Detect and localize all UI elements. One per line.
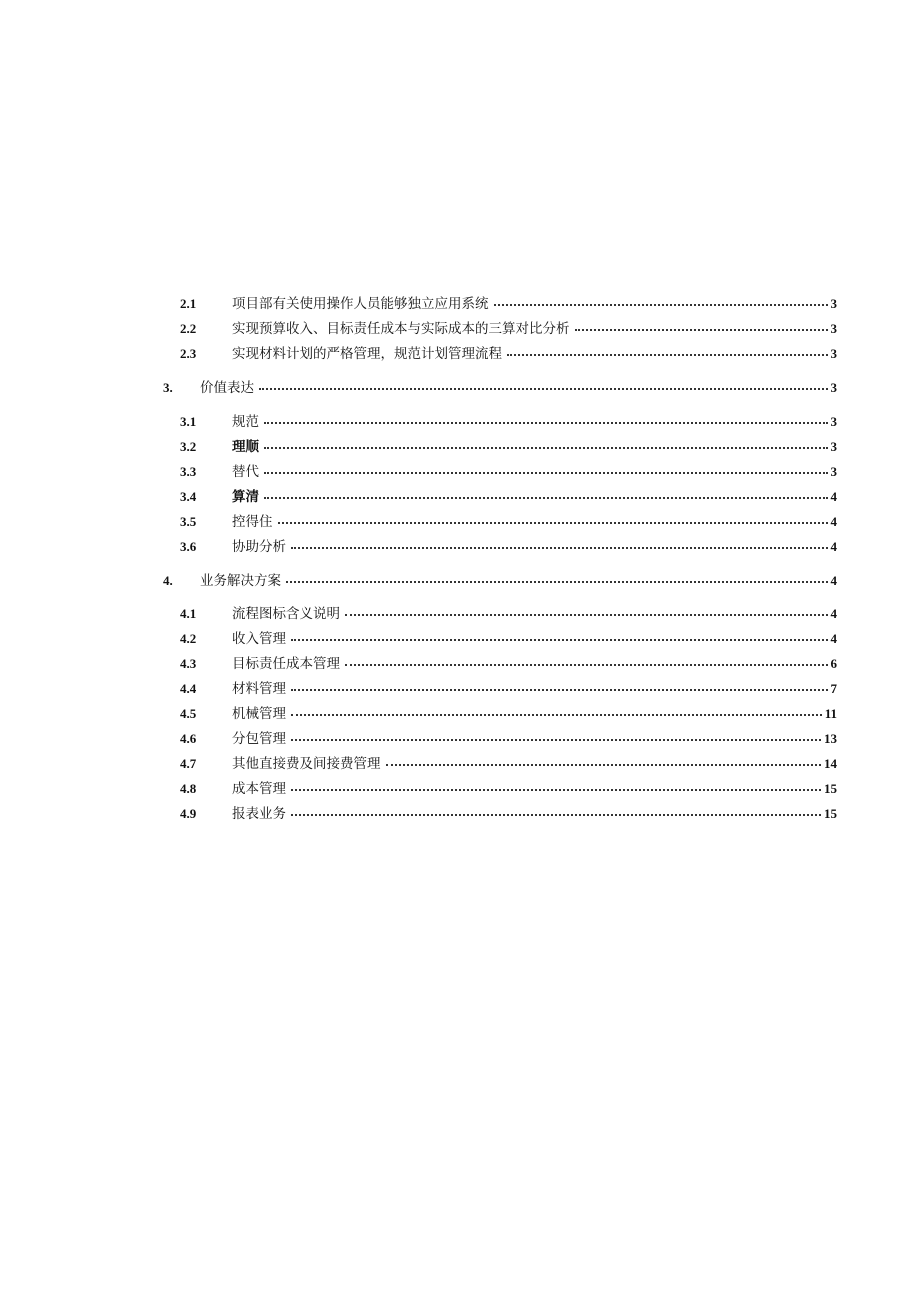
toc-entry-4-9[interactable] — [180, 798, 837, 822]
toc-page-number: 6 — [830, 656, 837, 671]
dot-leader — [286, 581, 828, 583]
dot-leader — [278, 522, 828, 524]
dot-leader — [291, 789, 821, 791]
toc-number: 4.5 — [180, 706, 197, 721]
toc-title: 机械管理 — [232, 706, 286, 722]
toc-page-number: 3 — [830, 380, 837, 395]
dot-leader — [264, 447, 828, 449]
toc-number: 2.1 — [180, 296, 197, 311]
toc-entry-2-2[interactable] — [180, 313, 837, 337]
toc-number: 4.8 — [180, 781, 197, 796]
dot-leader — [386, 764, 822, 766]
toc-page-number: 4 — [830, 573, 837, 588]
toc-title: 替代 — [232, 464, 259, 480]
toc-page-number: 15 — [824, 806, 837, 821]
toc-number: 4.3 — [180, 656, 197, 671]
toc-title: 成本管理 — [232, 781, 286, 797]
toc-title: 分包管理 — [232, 731, 286, 747]
toc-page-number: 4 — [830, 631, 837, 646]
toc-number: 2.3 — [180, 346, 197, 361]
toc-entry-4-4[interactable] — [180, 673, 837, 697]
toc-page-number: 14 — [824, 756, 837, 771]
toc-entry-2-1[interactable] — [180, 288, 837, 312]
toc-page-number: 4 — [830, 606, 837, 621]
dot-leader — [507, 354, 828, 356]
toc-number: 2.2 — [180, 321, 197, 336]
dot-leader — [575, 329, 828, 331]
toc-number: 3.2 — [180, 439, 197, 454]
toc-number: 4.4 — [180, 681, 197, 696]
toc-entry-4-2[interactable] — [180, 623, 837, 647]
toc-number: 4.7 — [180, 756, 197, 771]
toc-entry-3-4[interactable] — [180, 481, 837, 505]
dot-leader — [291, 714, 822, 716]
dot-leader — [291, 739, 821, 741]
toc-page-number: 3 — [830, 414, 837, 429]
toc-title: 其他直接费及间接费管理 — [232, 756, 381, 772]
toc-entry-3[interactable] — [163, 372, 837, 396]
toc-entry-4[interactable] — [163, 565, 837, 589]
toc-page-number: 3 — [830, 346, 837, 361]
toc-number: 4.6 — [180, 731, 197, 746]
toc-title: 协助分析 — [232, 539, 286, 555]
toc-number: 3.4 — [180, 489, 197, 504]
toc-title: 报表业务 — [232, 806, 286, 822]
dot-leader — [264, 497, 828, 499]
toc-title: 价值表达 — [200, 380, 254, 396]
toc-title: 理顺 — [232, 439, 259, 455]
toc-page-number: 3 — [830, 296, 837, 311]
toc-entry-3-3[interactable] — [180, 456, 837, 480]
toc-title: 算清 — [232, 489, 259, 505]
toc-title: 控得住 — [232, 514, 273, 530]
dot-leader — [291, 814, 821, 816]
dot-leader — [291, 689, 828, 691]
toc-number: 4. — [163, 573, 173, 588]
dot-leader — [291, 639, 828, 641]
dot-leader — [259, 388, 828, 390]
toc-page-number: 11 — [824, 706, 837, 721]
toc-number: 3.5 — [180, 514, 197, 529]
toc-title: 材料管理 — [232, 681, 286, 697]
toc-entry-3-6[interactable] — [180, 531, 837, 555]
toc-entry-4-1[interactable] — [180, 598, 837, 622]
dot-leader — [264, 472, 828, 474]
toc-page-number: 3 — [830, 321, 837, 336]
toc-entry-3-1[interactable] — [180, 406, 837, 430]
dot-leader — [345, 614, 828, 616]
toc-entry-3-5[interactable] — [180, 506, 837, 530]
toc-number: 4.2 — [180, 631, 197, 646]
dot-leader — [291, 547, 828, 549]
toc-page-number: 4 — [830, 489, 837, 504]
toc-entry-4-3[interactable] — [180, 648, 837, 672]
toc-title: 目标责任成本管理 — [232, 656, 340, 672]
toc-number: 3.6 — [180, 539, 197, 554]
toc-page-number: 13 — [824, 731, 837, 746]
toc-page-number: 7 — [830, 681, 837, 696]
toc-entry-4-6[interactable] — [180, 723, 837, 747]
toc-title: 规范 — [232, 414, 259, 430]
toc-number: 3. — [163, 380, 173, 395]
toc-title: 项目部有关使用操作人员能够独立应用系统 — [232, 296, 489, 312]
toc-page-number: 3 — [830, 439, 837, 454]
toc-title: 业务解决方案 — [200, 573, 281, 589]
toc-entry-4-5[interactable] — [180, 698, 837, 722]
toc-entry-4-7[interactable] — [180, 748, 837, 772]
toc-entry-3-2[interactable] — [180, 431, 837, 455]
toc-page-number: 4 — [830, 539, 837, 554]
toc-entry-2-3[interactable] — [180, 338, 837, 362]
toc-number: 4.9 — [180, 806, 197, 821]
toc-title: 实现材料计划的严格管理，规范计划管理流程 — [232, 346, 502, 362]
dot-leader — [264, 422, 828, 424]
toc-title: 实现预算收入、目标责任成本与实际成本的三算对比分析 — [232, 321, 570, 337]
toc-page-number: 15 — [824, 781, 837, 796]
toc-number: 3.1 — [180, 414, 197, 429]
toc-number: 3.3 — [180, 464, 197, 479]
toc-title: 收入管理 — [232, 631, 286, 647]
toc-entry-4-8[interactable] — [180, 773, 837, 797]
toc-page-number: 4 — [830, 514, 837, 529]
toc-number: 4.1 — [180, 606, 197, 621]
dot-leader — [345, 664, 828, 666]
toc-page-number: 3 — [830, 464, 837, 479]
dot-leader — [494, 304, 828, 306]
toc-title: 流程图标含义说明 — [232, 606, 340, 622]
